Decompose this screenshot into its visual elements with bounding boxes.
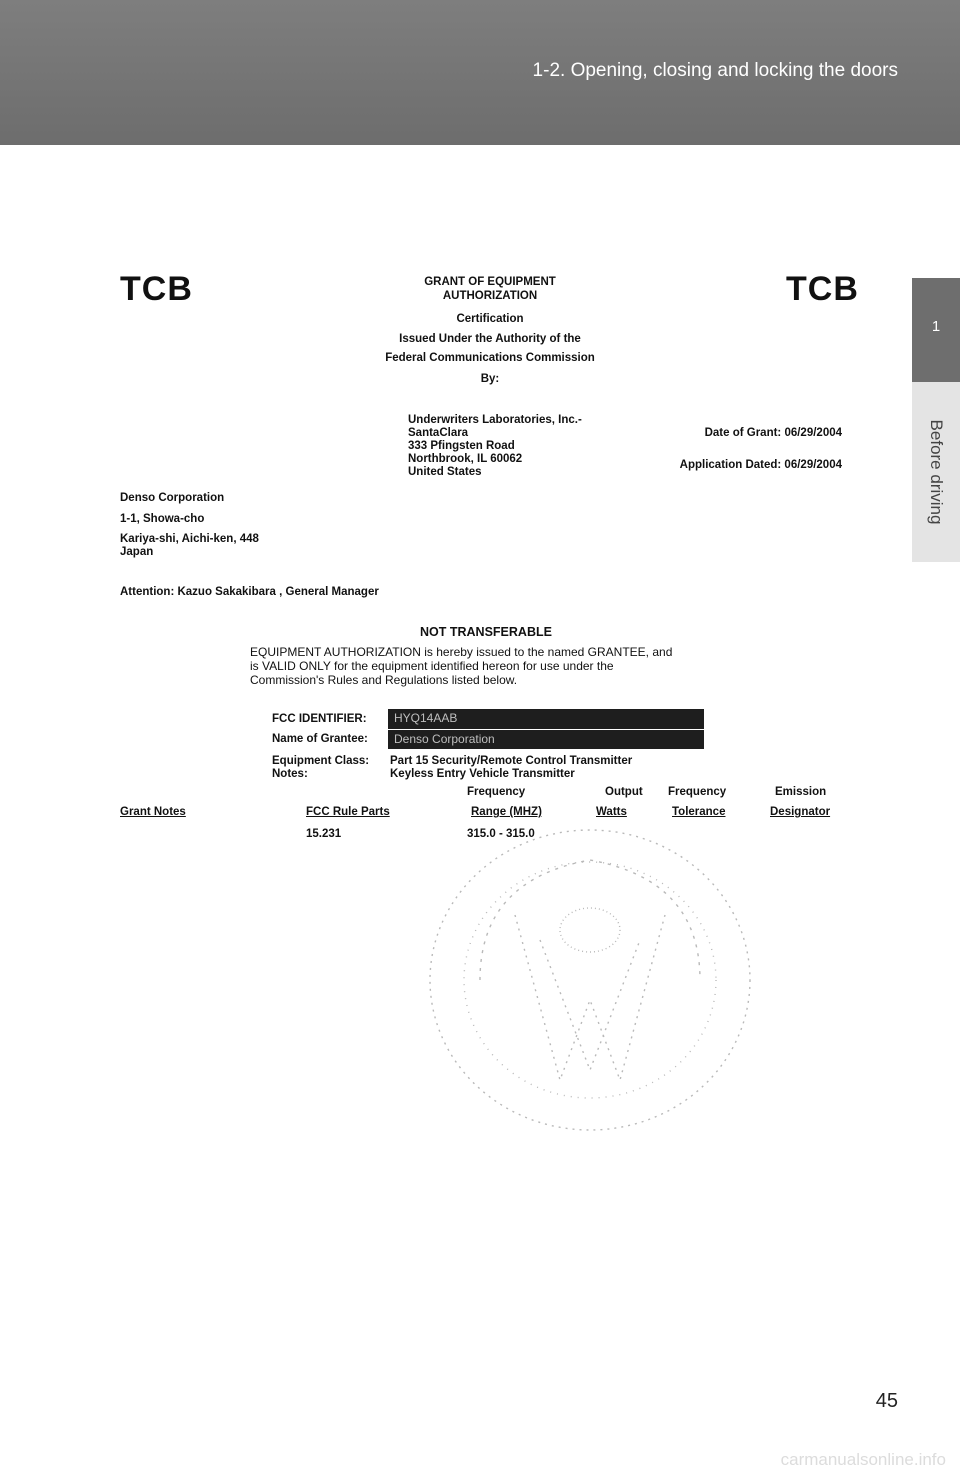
table-header: Designator: [770, 806, 831, 818]
rule-part-value: 15.231: [306, 828, 342, 840]
table-header: Watts: [596, 806, 627, 818]
issued-under-line: Issued Under the Authority of the: [399, 333, 581, 345]
fcc-identifier-label: FCC IDENTIFIER:: [272, 713, 367, 725]
authorization-text-line: is VALID ONLY for the equipment identified hereon for use under the: [250, 659, 614, 673]
grantee-address-line: Kariya-shi, Aichi-ken, 448: [120, 533, 259, 545]
site-watermark: carmanualsonline.info: [780, 1450, 946, 1469]
table-header: Grant Notes: [120, 806, 186, 818]
table-top-header: Emission: [775, 786, 827, 798]
tcb-logo-right: TCB: [786, 270, 859, 308]
grant-title-line1: GRANT OF EQUIPMENT: [424, 276, 556, 288]
chapter-side-label: [912, 382, 960, 562]
page-number: 45: [875, 1390, 898, 1412]
attention-line: Attention: Kazuo Sakakibara , General Manager: [120, 586, 379, 598]
grant-title-line2: AUTHORIZATION: [442, 290, 538, 302]
equipment-class-label: Equipment Class:: [272, 755, 370, 767]
issuer-line: 333 Pfingsten Road: [408, 440, 515, 452]
notes-label: Notes:: [272, 768, 308, 780]
table-header: FCC Rule Parts: [306, 806, 390, 818]
grantee-name-value: Denso Corporation: [388, 730, 704, 749]
authorization-text-line: EQUIPMENT AUTHORIZATION is hereby issued to the named GRANTEE, and: [250, 645, 673, 659]
grantee-address-line: Denso Corporation: [120, 492, 225, 504]
chapter-tab: [912, 278, 960, 382]
issuer-line: SantaClara: [408, 427, 469, 439]
frequency-range-value: 315.0 - 315.0: [467, 828, 535, 840]
certification-label: Certification: [456, 313, 524, 325]
not-transferable: NOT TRANSFERABLE: [420, 625, 552, 639]
chapter-label: Before driving: [927, 419, 946, 525]
table-top-header: Output: [605, 786, 643, 798]
table-top-header: Frequency: [668, 786, 727, 798]
section-title: 1-2. Opening, closing and locking the doors: [532, 60, 898, 81]
grantee-address-line: 1-1, Showa-cho: [120, 513, 205, 525]
date-of-grant: Date of Grant: 06/29/2004: [704, 427, 842, 439]
issuer-line: United States: [408, 466, 482, 478]
grantee-name-label: Name of Grantee:: [272, 733, 368, 745]
tcb-logo-left: TCB: [120, 270, 193, 308]
table-header: Tolerance: [672, 806, 726, 818]
fcc-identifier-value: HYQ14AAB: [388, 709, 704, 729]
chapter-number: 1: [931, 318, 941, 335]
grantee-address-line: Japan: [120, 546, 154, 558]
page-header: [0, 0, 960, 145]
issuer-line: Northbrook, IL 60062: [408, 453, 523, 465]
commission-line: Federal Communications Commission: [385, 352, 595, 364]
notes-value: Keyless Entry Vehicle Transmitter: [390, 768, 575, 780]
table-top-header: Frequency: [467, 786, 526, 798]
fcc-seal-watermark: [420, 820, 760, 1140]
by-label: By:: [480, 373, 500, 385]
table-header: Range (MHZ): [471, 806, 542, 818]
issuer-line: Underwriters Laboratories, Inc.-: [408, 414, 582, 426]
authorization-text-line: Commission's Rules and Regulations listed below.: [250, 673, 518, 687]
equipment-class-value: Part 15 Security/Remote Control Transmitter: [390, 755, 633, 767]
application-dated: Application Dated: 06/29/2004: [679, 459, 842, 471]
